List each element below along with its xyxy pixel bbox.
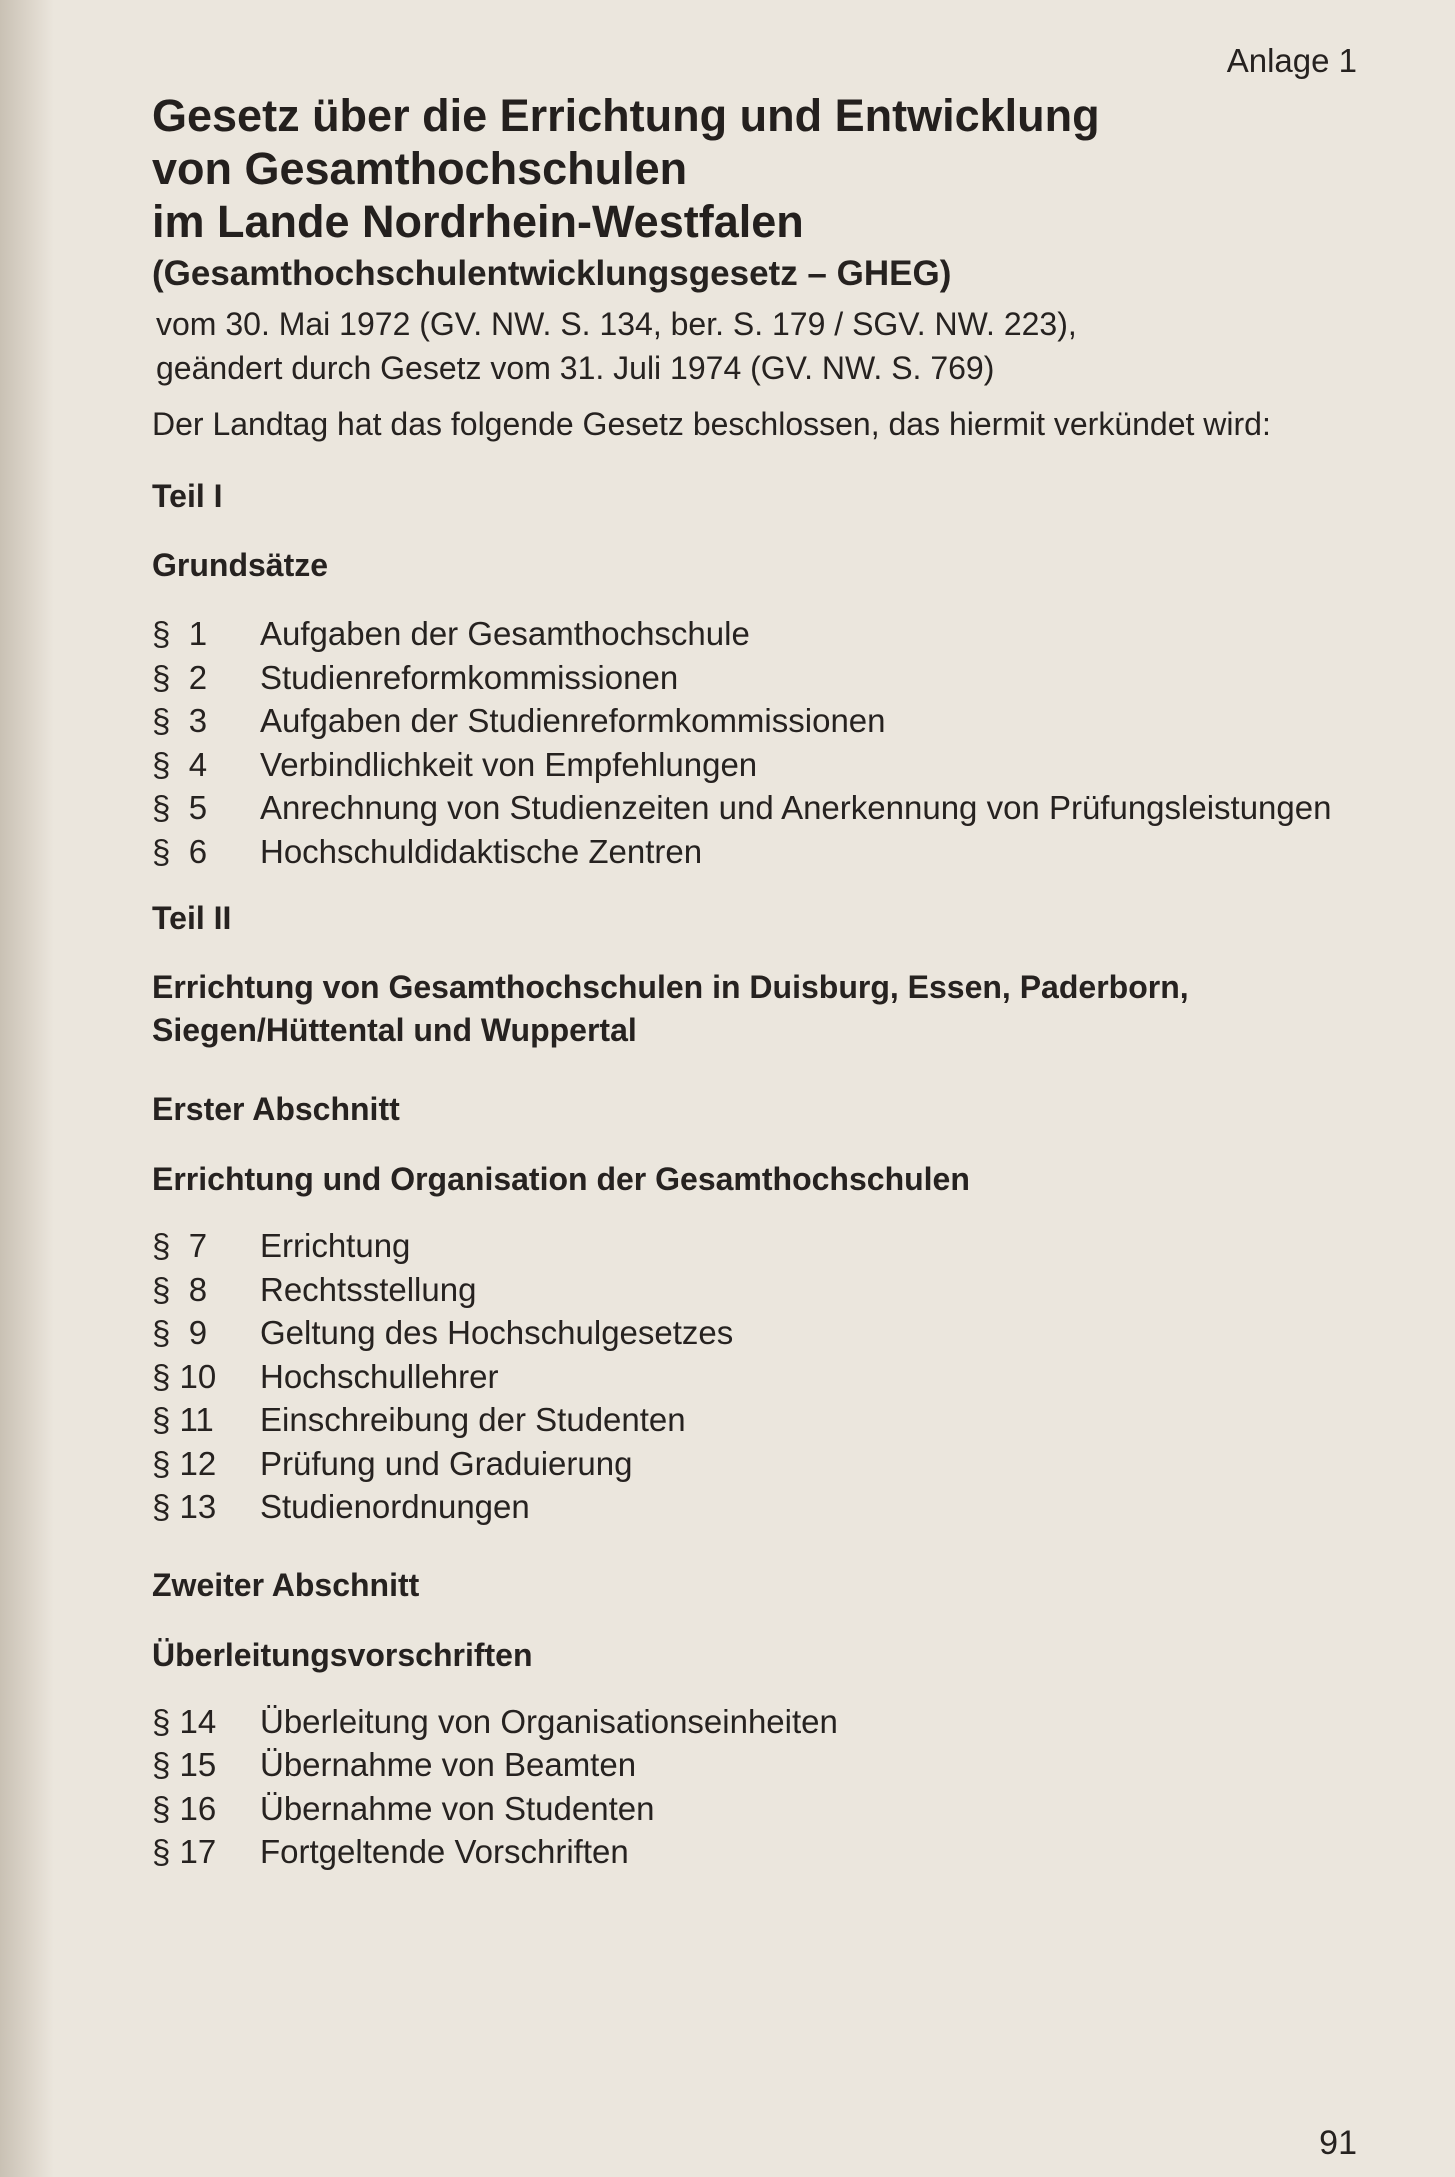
enactment-clause: Der Landtag hat das folgende Gesetz beschlossen, das hiermit verkündet wird: xyxy=(152,406,1271,442)
toc-entry xyxy=(152,1398,1357,1442)
section-title: Anrechnung von Studienzeiten und Anerkennung von Prüfungsleistungen xyxy=(260,789,1332,826)
section-title: Übernahme von Beamten xyxy=(260,1746,637,1783)
section-2-toc xyxy=(152,1700,1357,1874)
section-number: § 10 xyxy=(152,1357,217,1395)
toc-entry xyxy=(152,786,1357,830)
toc-entry xyxy=(152,1787,1357,1831)
section-title: Rechtsstellung xyxy=(260,1270,477,1308)
section-1-toc xyxy=(152,1224,1357,1529)
toc-entry xyxy=(152,656,1357,700)
section-number: § 9 xyxy=(152,1314,208,1351)
section-2-label: Zweiter Abschnitt xyxy=(152,1566,420,1603)
law-title xyxy=(152,89,1357,248)
citation-line-2: geändert durch Gesetz vom 31. Juli 1974 (GV. NW. S. 769) xyxy=(156,350,995,386)
section-number: § 12 xyxy=(152,1444,217,1482)
section-number: § 3 xyxy=(152,702,208,739)
section-title: Hochschullehrer xyxy=(260,1357,499,1395)
section-title: Übernahme von Studenten xyxy=(260,1789,655,1827)
annex-label: Anlage 1 xyxy=(1226,42,1357,79)
section-number: § 4 xyxy=(152,745,208,783)
section-title: Studienordnungen xyxy=(260,1488,530,1525)
section-title: Geltung des Hochschulgesetzes xyxy=(260,1314,734,1351)
toc-entry xyxy=(152,830,1357,874)
citation-line-1: vom 30. Mai 1972 (GV. NW. S. 134, ber. S. 179 / SGV. NW. 223), xyxy=(156,306,1077,342)
section-1-label: Erster Abschnitt xyxy=(152,1091,400,1127)
section-1-heading: Errichtung und Organisation der Gesamthochschulen xyxy=(152,1161,970,1197)
section-2-heading: Überleitungsvorschriften xyxy=(152,1636,533,1673)
section-number: § 15 xyxy=(152,1746,217,1783)
toc-entry xyxy=(152,743,1357,787)
toc-entry xyxy=(152,1224,1357,1268)
toc-entry xyxy=(152,699,1357,743)
section-title: Prüfung und Graduierung xyxy=(260,1444,633,1482)
section-title: Überleitung von Organisationseinheiten xyxy=(260,1702,838,1740)
section-number: § 1 xyxy=(152,615,208,652)
section-number: § 14 xyxy=(152,1702,217,1740)
law-title-line-1: Gesetz über die Errichtung und Entwicklung xyxy=(152,90,1100,141)
toc-entry xyxy=(152,1830,1357,1874)
toc-entry xyxy=(152,612,1357,656)
toc-entry xyxy=(152,1485,1357,1529)
section-number: § 17 xyxy=(152,1833,217,1870)
section-number: § 8 xyxy=(152,1270,208,1308)
section-title: Aufgaben der Studienreformkommissionen xyxy=(260,702,886,739)
section-number: § 13 xyxy=(152,1488,217,1525)
toc-entry xyxy=(152,1743,1357,1787)
law-short-title: (Gesamthochschulentwicklungsgesetz – GHEG) xyxy=(152,254,952,293)
section-number: § 16 xyxy=(152,1789,217,1827)
toc-entry xyxy=(152,1700,1357,1744)
toc-entry xyxy=(152,1311,1357,1355)
toc-entry xyxy=(152,1355,1357,1399)
book-gutter xyxy=(0,0,54,2177)
section-title: Hochschuldidaktische Zentren xyxy=(260,832,703,870)
part-2-heading xyxy=(152,966,1357,1052)
toc-entry xyxy=(152,1442,1357,1486)
part-2-heading-line-1: Errichtung von Gesamthochschulen in Duisburg, Essen, Paderborn, xyxy=(152,969,1189,1005)
part-1-toc xyxy=(152,612,1357,873)
section-number: § 7 xyxy=(152,1227,208,1264)
part-2-label: Teil II xyxy=(152,900,232,936)
part-2-heading-line-2: Siegen/Hüttental und Wuppertal xyxy=(152,1012,637,1048)
section-number: § 11 xyxy=(152,1401,214,1438)
section-number: § 2 xyxy=(152,658,208,696)
section-number: § 6 xyxy=(152,832,208,870)
section-title: Verbindlichkeit von Empfehlungen xyxy=(260,745,758,783)
law-title-line-3: im Lande Nordrhein-Westfalen xyxy=(152,196,804,247)
part-1-heading: Grundsätze xyxy=(152,547,329,583)
law-citation xyxy=(156,302,1357,390)
page-number: 91 xyxy=(1319,2124,1357,2162)
section-number: § 5 xyxy=(152,789,208,826)
section-title: Studienreformkommissionen xyxy=(260,658,679,696)
law-title-line-2: von Gesamthochschulen xyxy=(152,143,688,194)
section-title: Aufgaben der Gesamthochschule xyxy=(260,615,750,652)
toc-entry xyxy=(152,1268,1357,1312)
section-title: Fortgeltende Vorschriften xyxy=(260,1833,629,1870)
page-content xyxy=(152,44,1357,1874)
section-title: Errichtung xyxy=(260,1227,411,1264)
part-1-label: Teil I xyxy=(152,478,223,514)
section-title: Einschreibung der Studenten xyxy=(260,1401,686,1438)
